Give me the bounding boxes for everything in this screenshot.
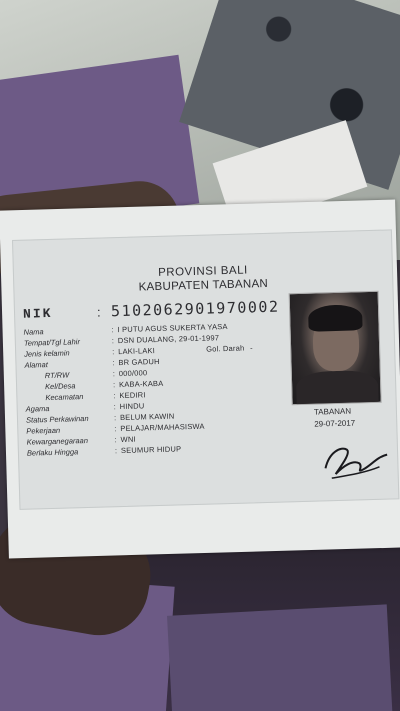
field-value-kel-desa: KABA-KABA — [118, 378, 164, 390]
field-value-gol-darah: - — [249, 343, 253, 353]
id-photo — [289, 291, 382, 405]
nik-colon: : — [96, 304, 101, 320]
field-label-jenis-kelamin: Jenis kelamin — [24, 348, 70, 359]
field-label-rt-rw: RT/RW — [44, 370, 70, 381]
field-colon: : — [114, 446, 118, 456]
field-colon: : — [113, 391, 116, 401]
field-value-kewarganegaraan: WNI — [120, 434, 136, 445]
issue-city: TABANAN — [313, 406, 352, 417]
photo-shoulders — [296, 370, 379, 405]
field-value-status-perkawinan: BELUM KAWIN — [119, 411, 175, 423]
field-colon: : — [111, 336, 115, 346]
field-colon: : — [113, 402, 116, 412]
field-label-kecamatan: Kecamatan — [45, 392, 84, 403]
field-label-tempat-tgl-lahir: Tempat/Tgl Lahir — [23, 337, 81, 348]
field-colon: : — [114, 424, 117, 434]
background-purple-mat-bottom-right — [167, 604, 393, 711]
field-colon: : — [112, 347, 115, 357]
nik-label: NIK — [22, 305, 53, 322]
field-colon: : — [114, 435, 117, 445]
field-value-tempat-tgl-lahir: DSN DUALANG, 29-01-1997 — [117, 333, 220, 346]
field-colon: : — [111, 325, 114, 335]
field-value-pekerjaan: PELAJAR/MAHASISWA — [120, 421, 205, 434]
id-card — [12, 229, 399, 510]
field-value-alamat: BR GADUH — [118, 356, 160, 368]
field-colon: : — [112, 369, 115, 379]
field-colon: : — [112, 358, 115, 368]
field-value-nama: I PUTU AGUS SUKERTA YASA — [117, 322, 228, 335]
field-label-kel-desa: Kel/Desa — [44, 381, 76, 392]
field-label-gol-darah: Gol. Darah — [205, 343, 245, 354]
signature-icon — [319, 437, 392, 485]
field-label-kewarganegaraan: Kewarganegaraan — [26, 435, 89, 447]
field-value-agama: HINDU — [119, 401, 145, 412]
issue-date: 29-07-2017 — [314, 418, 356, 429]
card-province: PROVINSI BALI — [158, 264, 248, 279]
field-label-status-perkawinan: Status Perkawinan — [25, 413, 89, 425]
field-label-pekerjaan: Pekerjaan — [26, 425, 61, 436]
photo-hair — [308, 304, 363, 331]
nik-value: 5102062901970002 — [110, 297, 280, 321]
field-label-nama: Nama — [23, 327, 44, 337]
field-colon: : — [112, 380, 116, 390]
field-colon: : — [113, 413, 117, 423]
field-value-jenis-kelamin: LAKI-LAKI — [118, 346, 156, 357]
field-label-alamat: Alamat — [24, 360, 48, 370]
card-regency: KABUPATEN TABANAN — [138, 277, 269, 294]
field-label-agama: Agama — [25, 404, 50, 414]
field-label-berlaku-hingga: Berlaku Hingga — [26, 447, 79, 458]
field-value-kecamatan: KEDIRI — [119, 390, 146, 401]
field-value-rt-rw: 000/000 — [118, 368, 148, 379]
field-value-berlaku-hingga: SEUMUR HIDUP — [120, 444, 182, 456]
